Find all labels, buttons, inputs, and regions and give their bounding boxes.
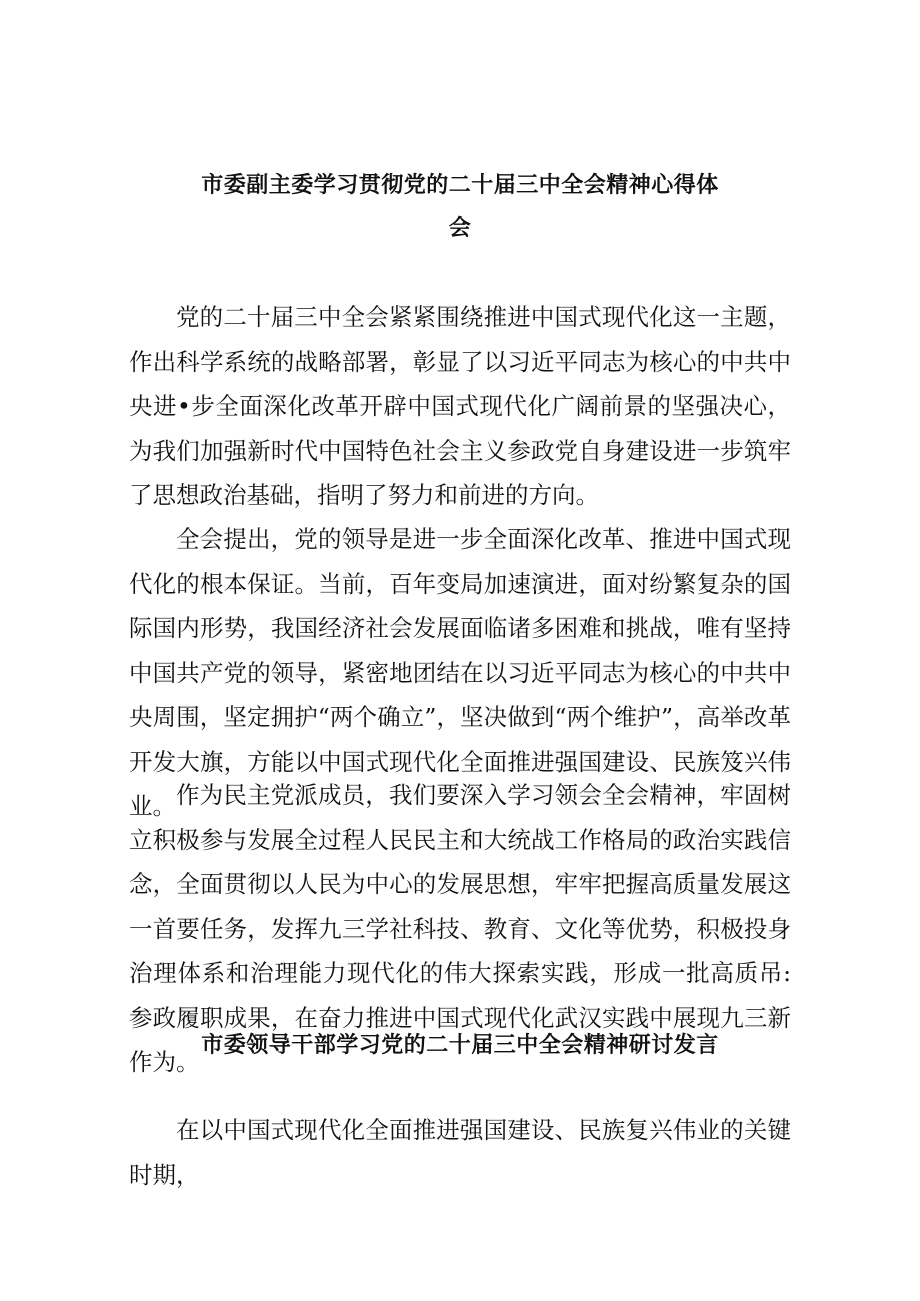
second-article-title: 市委领导干部学习党的二十届三中全会精神研讨发言 [201,1033,719,1058]
paragraph-4: 在以中国式现代化全面推进强国建设、民族复兴伟业的关键时期， [129,1116,791,1189]
paragraph-3: 作为民主党派成员，我们要深入学习领会全会精神，牢固树立积极参与发展全过程人民民主和大统战工作格局的政治实践信念，全面贯彻以人民为中心的发展思想，牢牢把握高质量发展这一首要任务，发挥九三学社科技、教育、文化等优势，积极投身治理体系和治理能力现代化的伟大探索实践，形成一批高质吊:参政履职成果，在奋力推进中国式现代化武汉实践中展现九三新作为。 [129,781,791,1076]
paragraph-1: 党的二十届三中全会紧紧围绕推进中国式现代化这一主题，作出科学系统的战略部署，彰显了以习近平同志为核心的中共中央进•步全面深化改革开辟中国式现代化广阔前景的坚强决心，为我们加强新时代中国特色社会主义参政党自身建设进一步筑牢了思想政治基础，指明了努力和前进的方向。 [129,303,791,509]
document-title [130,164,790,250]
paragraph-2: 全会提出，党的领导是进一步全面深化改革、推进中国式现代化的根本保证。当前，百年变局加速演进，面对纷繁复杂的国际国内形势，我国经济社会发展面临诸多困难和挑战，唯有坚持中国共产党的领导，紧密地团结在以习近平同志为核心的中共中央周围，坚定拥护“两个确立”，坚决做到“两个维护”，高举改革开发大旗，方能以中国式现代化全面推进强国建设、民族笈兴伟业。 [129,525,791,820]
title-line-2: 会 [448,216,472,241]
title-line-1: 市委副主委学习贯彻党的二十届三中全会精神心得体 [201,173,719,198]
